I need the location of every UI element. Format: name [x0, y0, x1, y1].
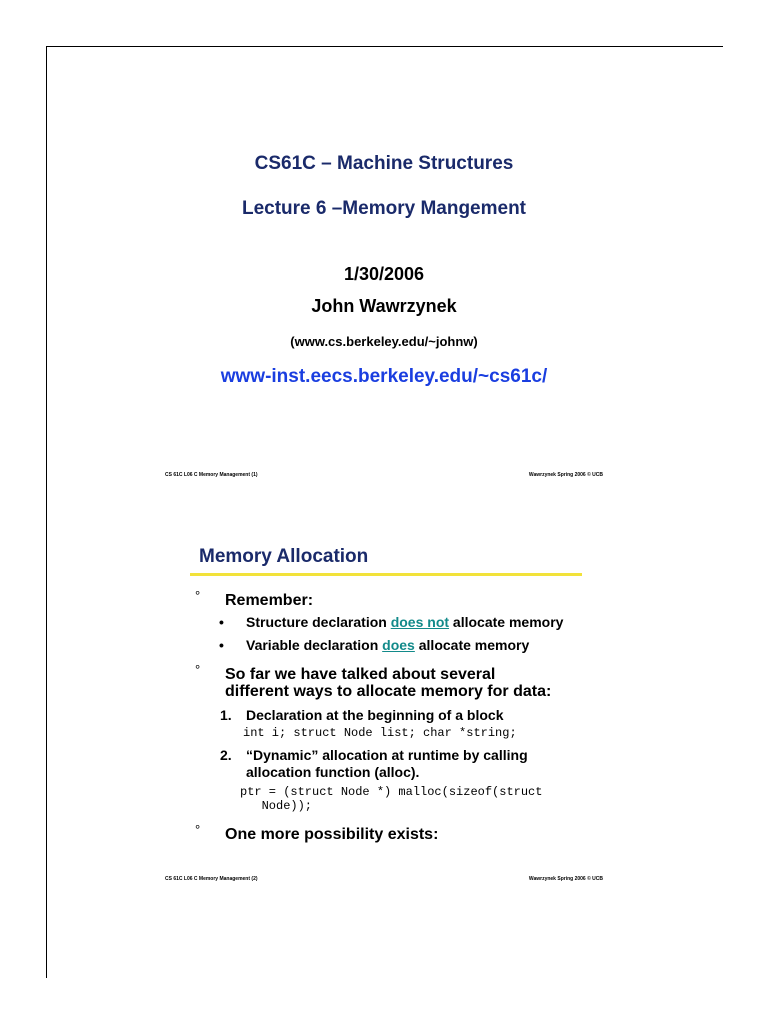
lecture-title: Lecture 6 –Memory Mangement	[241, 198, 527, 219]
item1-number: 1.	[220, 707, 232, 723]
author-url: (www.cs.berkeley.edu/~johnw)	[290, 334, 478, 349]
subbullet-marker: •	[219, 614, 224, 630]
page-border-left	[46, 46, 47, 978]
sub1-text-pre: Structure declaration	[246, 614, 391, 630]
bullet-allocation-ways-line1: So far we have talked about several	[225, 666, 496, 683]
item2-code-line1: ptr = (struct Node *) malloc(sizeof(struct	[240, 785, 543, 799]
does-not-link[interactable]: does not	[390, 614, 450, 630]
bullet-allocation-ways-line2: different ways to allocate memory for data:	[225, 683, 552, 700]
page-border-top	[46, 46, 723, 47]
item2-dynamic-line1: “Dynamic” allocation at runtime by calling	[246, 747, 528, 763]
slide1-footer-left: CS 61C L06 C Memory Management (1)	[165, 472, 258, 478]
slide2-footer-left: CS 61C L06 C Memory Management (2)	[165, 876, 258, 882]
subbullet-marker: •	[219, 637, 224, 653]
item2-code-line2: Node));	[240, 799, 313, 813]
slide1-footer-right: Wawrzynek Spring 2006 © UCB	[528, 472, 603, 478]
bullet-marker: °	[195, 662, 201, 677]
slide2-title: Memory Allocation	[199, 546, 369, 567]
lecture-date: 1/30/2006	[343, 264, 425, 284]
author-name: John Wawrzynek	[311, 296, 457, 316]
item2-dynamic-line2: allocation function (alloc).	[246, 764, 420, 780]
bullet-remember: Remember:	[225, 592, 314, 609]
item2-number: 2.	[220, 747, 232, 763]
subbullet-structure-declaration	[246, 614, 563, 630]
does-link[interactable]: does	[382, 637, 415, 653]
sub2-text-pre: Variable declaration	[246, 637, 383, 653]
slide2-footer-right: Wawrzynek Spring 2006 © UCB	[528, 876, 603, 882]
course-title: CS61C – Machine Structures	[254, 153, 514, 174]
subbullet-variable-declaration	[246, 637, 529, 653]
item1-declaration: Declaration at the beginning of a block	[246, 707, 504, 723]
sub2-text-post: allocate memory	[414, 637, 530, 653]
bullet-marker: °	[195, 588, 201, 603]
bullet-one-more-possibility: One more possibility exists:	[225, 826, 439, 843]
course-url-link[interactable]: www-inst.eecs.berkeley.edu/~cs61c/	[220, 366, 548, 387]
sub1-text-post: allocate memory	[449, 614, 564, 630]
bullet-marker: °	[195, 822, 201, 837]
item1-code: int i; struct Node list; char *string;	[243, 726, 517, 740]
slide2-title-underline	[190, 573, 582, 576]
